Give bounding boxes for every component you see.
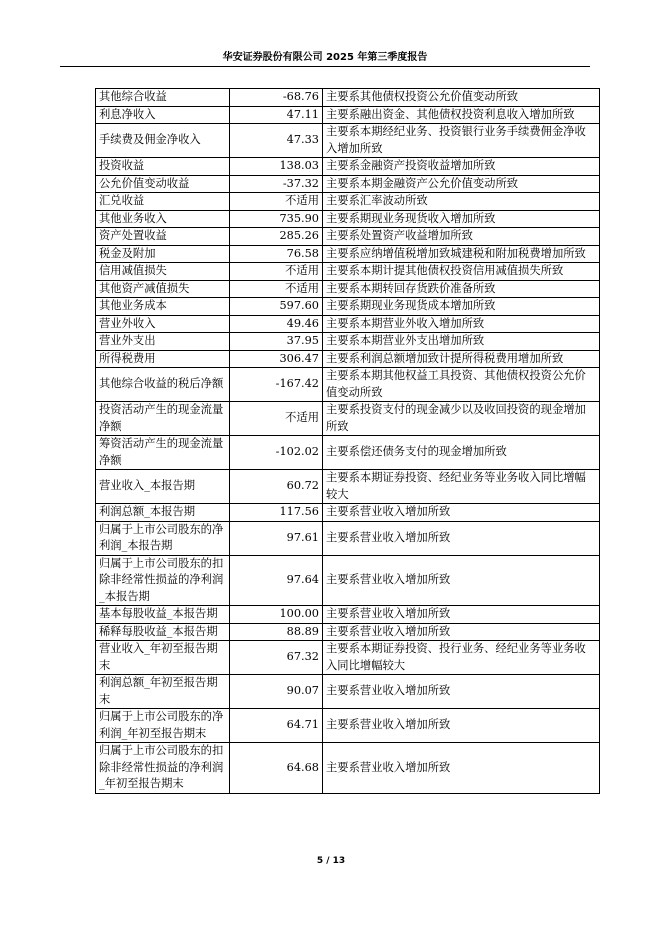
row-change-value: 117.56 xyxy=(230,504,323,522)
row-reason: 主要系本期计提其他债权投资信用减值损失所致 xyxy=(323,263,600,281)
row-change-value: 67.32 xyxy=(230,641,323,675)
table-row xyxy=(96,158,600,176)
row-item-name: 归属于上市公司股东的扣除非经常性损益的净利润_年初至报告期末 xyxy=(96,743,230,794)
table-row xyxy=(96,675,600,709)
row-change-value: -68.76 xyxy=(230,89,323,107)
table-row xyxy=(96,280,600,298)
row-reason: 主要系营业收入增加所致 xyxy=(323,743,600,794)
row-reason: 主要系偿还债务支付的现金增加所致 xyxy=(323,436,600,470)
row-item-name: 利息净收入 xyxy=(96,106,230,124)
row-reason: 主要系汇率波动所致 xyxy=(323,193,600,211)
table-row xyxy=(96,402,600,436)
row-reason: 主要系营业收入增加所致 xyxy=(323,555,600,606)
row-change-value: -102.02 xyxy=(230,436,323,470)
row-item-name: 营业外支出 xyxy=(96,333,230,351)
row-item-name: 汇兑收益 xyxy=(96,193,230,211)
table-row xyxy=(96,124,600,158)
table-row xyxy=(96,210,600,228)
row-item-name: 投资收益 xyxy=(96,158,230,176)
row-reason: 主要系本期经纪业务、投资银行业务手续费佣金净收入增加所致 xyxy=(323,124,600,158)
row-reason: 主要系营业收入增加所致 xyxy=(323,606,600,624)
row-item-name: 其他综合收益 xyxy=(96,89,230,107)
row-item-name: 稀释每股收益_本报告期 xyxy=(96,623,230,641)
row-item-name: 营业收入_本报告期 xyxy=(96,470,230,504)
table-body xyxy=(96,89,600,794)
row-reason: 主要系营业收入增加所致 xyxy=(323,675,600,709)
row-item-name: 营业外收入 xyxy=(96,315,230,333)
table-row xyxy=(96,245,600,263)
row-reason: 主要系本期营业外收入增加所致 xyxy=(323,315,600,333)
table-row xyxy=(96,470,600,504)
row-change-value: 47.33 xyxy=(230,124,323,158)
row-item-name: 所得税费用 xyxy=(96,350,230,368)
row-item-name: 基本每股收益_本报告期 xyxy=(96,606,230,624)
row-item-name: 其他资产减值损失 xyxy=(96,280,230,298)
table-row xyxy=(96,228,600,246)
row-item-name: 营业收入_年初至报告期末 xyxy=(96,641,230,675)
row-change-value: 60.72 xyxy=(230,470,323,504)
row-reason: 主要系处置资产收益增加所致 xyxy=(323,228,600,246)
row-change-value: 90.07 xyxy=(230,675,323,709)
row-change-value: 不适用 xyxy=(230,280,323,298)
row-reason: 主要系期现业务现货成本增加所致 xyxy=(323,298,600,316)
row-item-name: 投资活动产生的现金流量净额 xyxy=(96,402,230,436)
row-reason: 主要系融出资金、其他债权投资利息收入增加所致 xyxy=(323,106,600,124)
row-reason: 主要系本期证券投资、投行业务、经纪业务等业务收入同比增幅较大 xyxy=(323,641,600,675)
page-header: 华安证券股份有限公司 2025 年第三季度报告 xyxy=(60,48,590,67)
table-row xyxy=(96,743,600,794)
row-reason: 主要系金融资产投资收益增加所致 xyxy=(323,158,600,176)
row-reason: 主要系营业收入增加所致 xyxy=(323,504,600,522)
table-row xyxy=(96,263,600,281)
table-row xyxy=(96,436,600,470)
row-change-value: 47.11 xyxy=(230,106,323,124)
row-reason: 主要系营业收入增加所致 xyxy=(323,521,600,555)
row-item-name: 税金及附加 xyxy=(96,245,230,263)
row-reason: 主要系期现业务现货收入增加所致 xyxy=(323,210,600,228)
row-item-name: 信用减值损失 xyxy=(96,263,230,281)
table-row xyxy=(96,521,600,555)
table-row xyxy=(96,89,600,107)
row-change-value: 76.58 xyxy=(230,245,323,263)
table-row xyxy=(96,606,600,624)
row-item-name: 利润总额_本报告期 xyxy=(96,504,230,522)
table-row xyxy=(96,298,600,316)
row-change-value: 不适用 xyxy=(230,263,323,281)
row-reason: 主要系本期其他权益工具投资、其他债权投资公允价值变动所致 xyxy=(323,368,600,402)
table-row xyxy=(96,504,600,522)
row-change-value: 735.90 xyxy=(230,210,323,228)
row-reason: 主要系营业收入增加所致 xyxy=(323,623,600,641)
row-change-value: 64.71 xyxy=(230,709,323,743)
page-number: 5 / 13 xyxy=(316,856,346,866)
table-row xyxy=(96,368,600,402)
row-item-name: 手续费及佣金净收入 xyxy=(96,124,230,158)
row-change-value: -167.42 xyxy=(230,368,323,402)
row-change-value: 138.03 xyxy=(230,158,323,176)
row-item-name: 资产处置收益 xyxy=(96,228,230,246)
row-item-name: 归属于上市公司股东的净利润_本报告期 xyxy=(96,521,230,555)
row-reason: 主要系应纳增值税增加致城建税和附加税费增加所致 xyxy=(323,245,600,263)
table-row xyxy=(96,350,600,368)
row-reason: 主要系本期营业外支出增加所致 xyxy=(323,333,600,351)
row-change-value: -37.32 xyxy=(230,175,323,193)
row-change-value: 49.46 xyxy=(230,315,323,333)
row-reason: 主要系本期证券投资、经纪业务等业务收入同比增幅较大 xyxy=(323,470,600,504)
row-item-name: 其他业务成本 xyxy=(96,298,230,316)
row-change-value: 不适用 xyxy=(230,402,323,436)
row-item-name: 归属于上市公司股东的净利润_年初至报告期末 xyxy=(96,709,230,743)
row-change-value: 97.61 xyxy=(230,521,323,555)
table-row xyxy=(96,555,600,606)
row-reason: 主要系营业收入增加所致 xyxy=(323,709,600,743)
row-reason: 主要系本期金融资产公允价值变动所致 xyxy=(323,175,600,193)
row-change-value: 97.64 xyxy=(230,555,323,606)
table-row xyxy=(96,315,600,333)
table-row xyxy=(96,106,600,124)
row-change-value: 285.26 xyxy=(230,228,323,246)
table-row xyxy=(96,333,600,351)
change-reason-table xyxy=(95,88,600,794)
row-reason: 主要系利润总额增加致计提所得税费用增加所致 xyxy=(323,350,600,368)
table-row xyxy=(96,193,600,211)
row-change-value: 597.60 xyxy=(230,298,323,316)
row-change-value: 88.89 xyxy=(230,623,323,641)
row-change-value: 37.95 xyxy=(230,333,323,351)
row-change-value: 306.47 xyxy=(230,350,323,368)
row-item-name: 利润总额_年初至报告期末 xyxy=(96,675,230,709)
row-item-name: 筹资活动产生的现金流量净额 xyxy=(96,436,230,470)
row-reason: 主要系本期转回存货跌价准备所致 xyxy=(323,280,600,298)
row-change-value: 100.00 xyxy=(230,606,323,624)
table-row xyxy=(96,709,600,743)
row-item-name: 其他综合收益的税后净额 xyxy=(96,368,230,402)
row-change-value: 不适用 xyxy=(230,193,323,211)
row-reason: 主要系其他债权投资公允价值变动所致 xyxy=(323,89,600,107)
row-reason: 主要系投资支付的现金减少以及收回投资的现金增加所致 xyxy=(323,402,600,436)
row-item-name: 其他业务收入 xyxy=(96,210,230,228)
row-change-value: 64.68 xyxy=(230,743,323,794)
table-row xyxy=(96,623,600,641)
table-row xyxy=(96,175,600,193)
table-row xyxy=(96,641,600,675)
row-item-name: 归属于上市公司股东的扣除非经常性损益的净利润_本报告期 xyxy=(96,555,230,606)
row-item-name: 公允价值变动收益 xyxy=(96,175,230,193)
